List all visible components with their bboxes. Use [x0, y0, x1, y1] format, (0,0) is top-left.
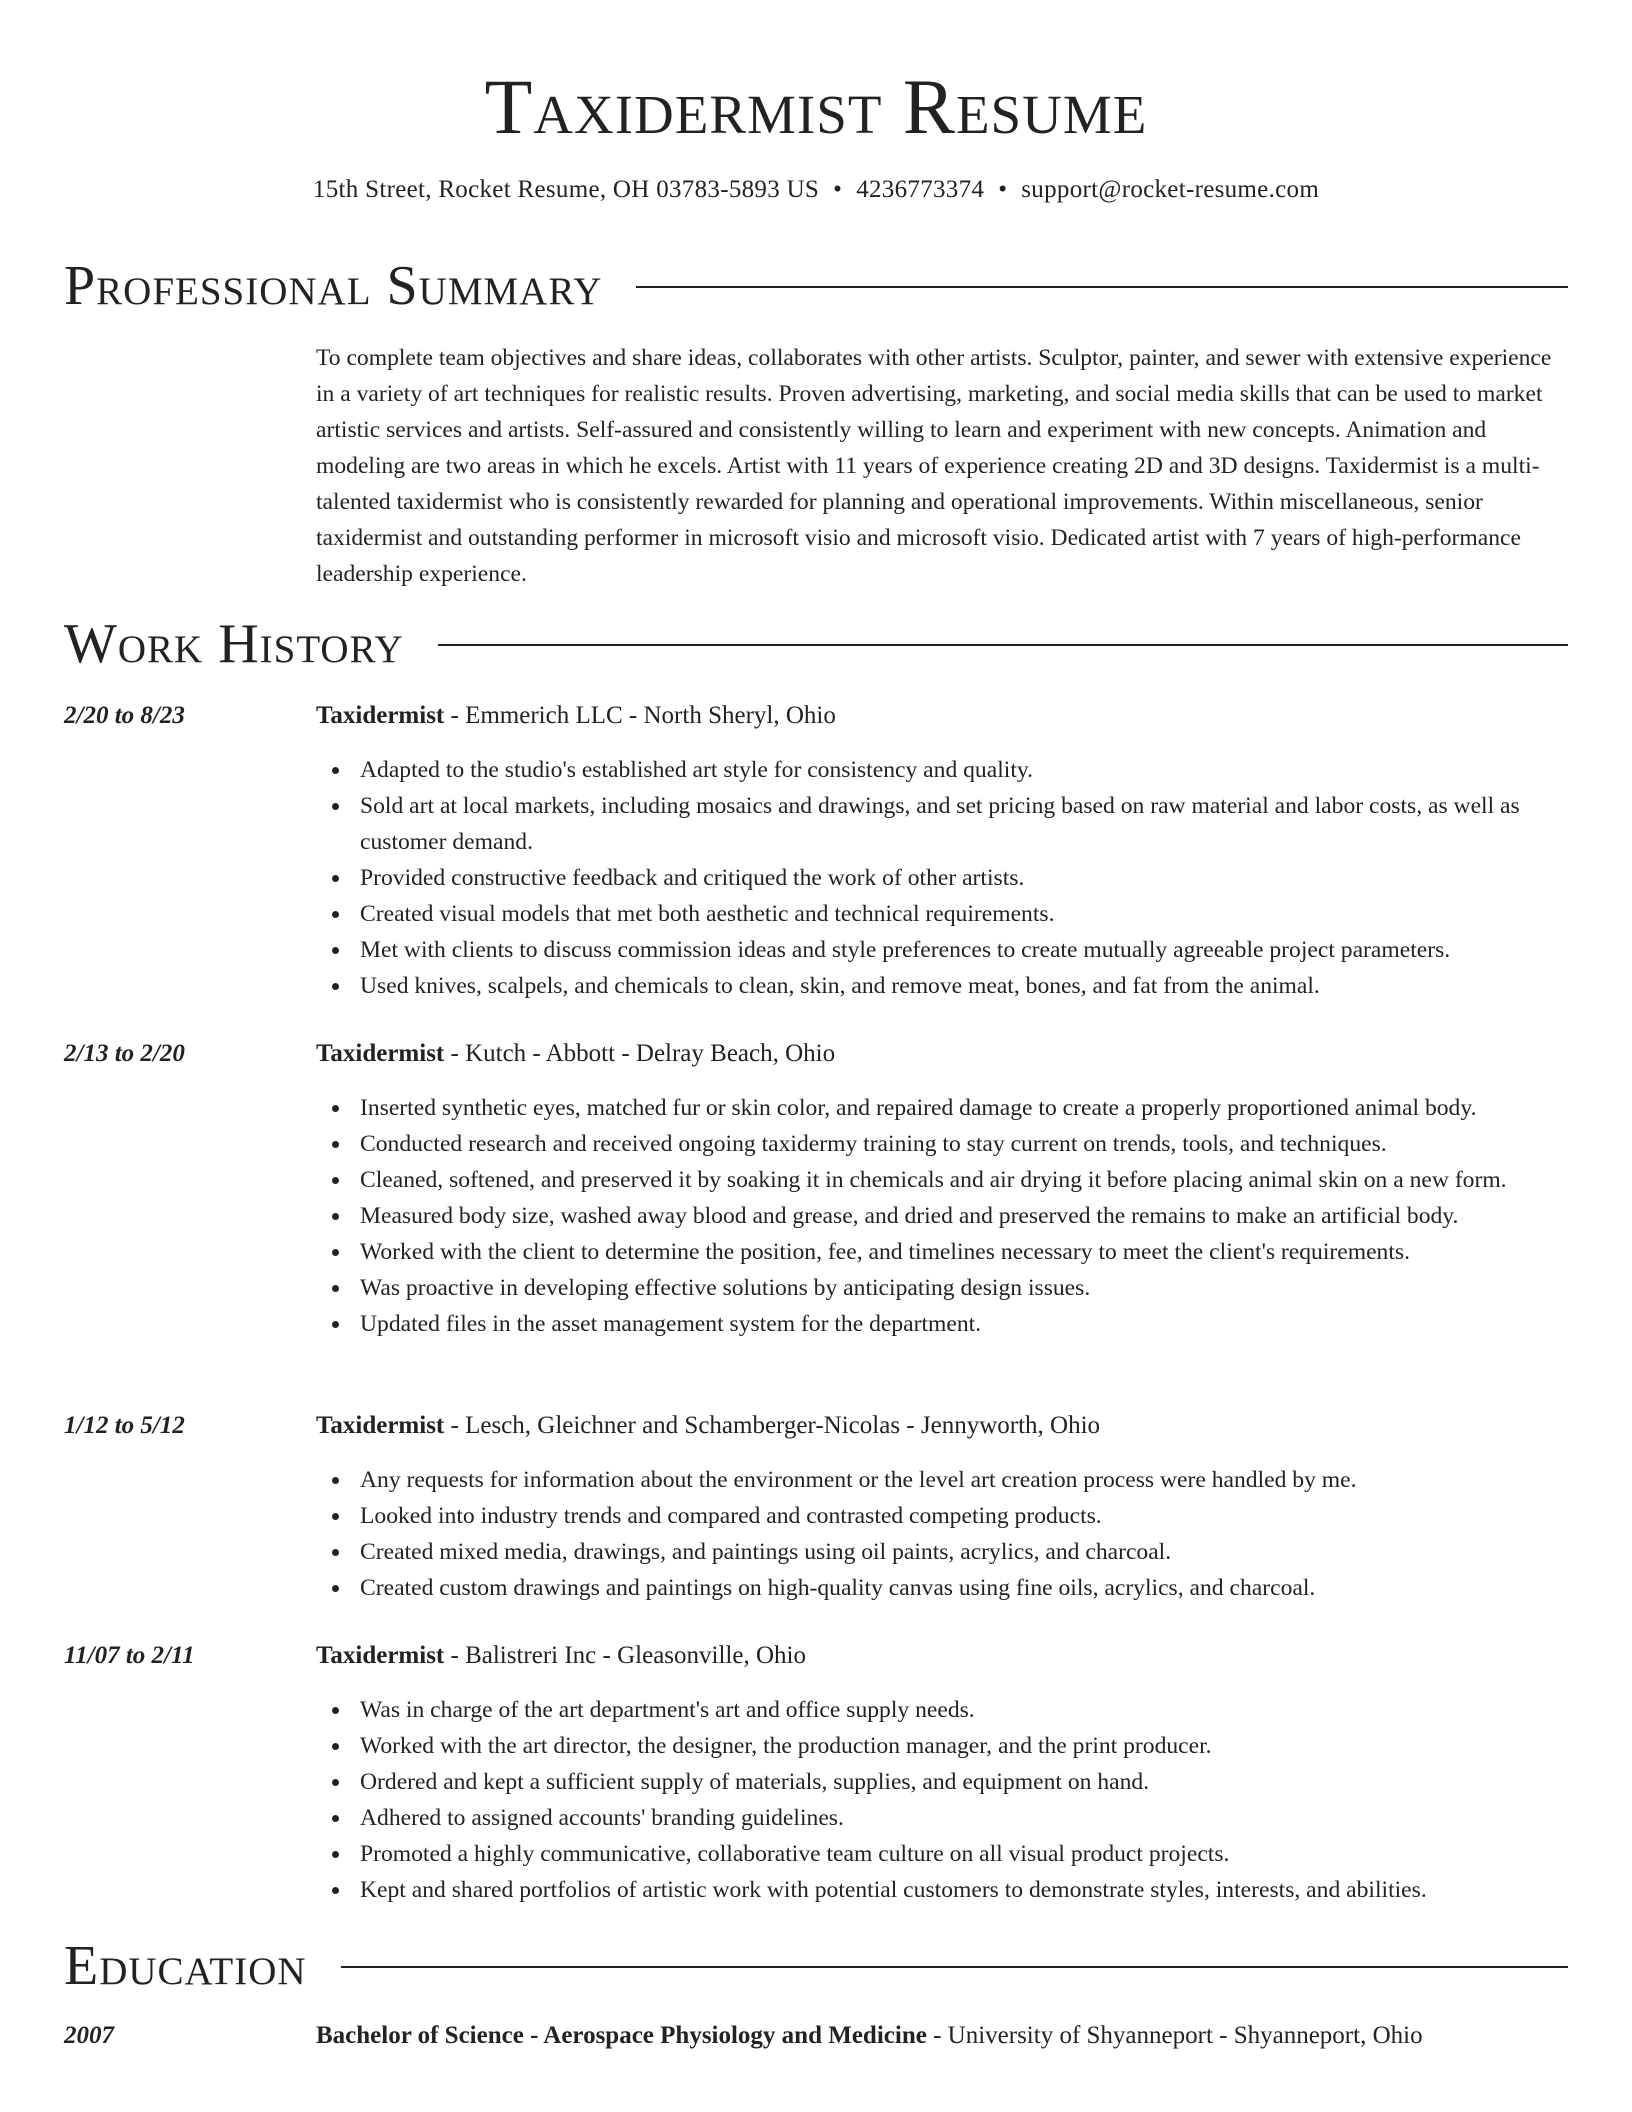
job-details: - Balistreri Inc - Gleasonville, Ohio: [444, 1642, 806, 1669]
job-date: 2/20 to 8/23: [64, 702, 185, 729]
job-details: - Emmerich LLC - North Sheryl, Ohio: [444, 702, 836, 729]
duty-item: Worked with the art director, the designer, the production manager, and the print producer.: [360, 1728, 1572, 1764]
duty-list: [316, 1462, 1572, 1606]
work-history-title: Work History: [64, 613, 404, 675]
work-history-heading: [64, 614, 1568, 674]
contact-line: [0, 174, 1632, 206]
duty-item: Was proactive in developing effective solutions by anticipating design issues.: [360, 1270, 1572, 1306]
job-details: - Lesch, Gleichner and Schamberger-Nicolas - Jennyworth, Ohio: [444, 1412, 1101, 1439]
job-header: [316, 1408, 1100, 1444]
education-header: [316, 2018, 1423, 2054]
duty-item: Inserted synthetic eyes, matched fur or skin color, and repaired damage to create a properly proportioned animal body.: [360, 1090, 1572, 1126]
duty-item: Updated files in the asset management system for the department.: [360, 1306, 1572, 1342]
job-date: 2/13 to 2/20: [64, 1040, 185, 1067]
job-details: - Kutch - Abbott - Delray Beach, Ohio: [444, 1040, 836, 1067]
duty-item: Created mixed media, drawings, and paintings using oil paints, acrylics, and charcoal.: [360, 1534, 1572, 1570]
duty-item: Was in charge of the art department's art and office supply needs.: [360, 1692, 1572, 1728]
section-divider: [636, 286, 1568, 288]
summary-text: To complete team objectives and share ideas, collaborates with other artists. Sculptor, painter, and sewer with extensive experience in a variety of art techniques for realistic results. Proven advertising, marketing, and social media skills that can be used to market artistic services and artists. Self-assured and consistently willing to learn and experiment with new concepts. Animation and modeling are two areas in which he excels. Artist with 11 years of experience creating 2D and 3D designs. Taxidermist is a multi-talented taxidermist who is consistently rewarded for planning and operational improvements. Within miscellaneous, senior taxidermist and outstanding performer in microsoft visio and microsoft visio. Dedicated artist with 7 years of high-performance leadership experience.: [316, 345, 1552, 587]
duty-list: [316, 1692, 1572, 1908]
education-degree: Bachelor of Science - Aerospace Physiology and Medicine: [316, 2022, 927, 2049]
education-title: Education: [64, 1935, 307, 1997]
job-title: Taxidermist: [316, 1642, 445, 1669]
job-header: [316, 1638, 806, 1674]
duty-list: [316, 752, 1572, 1004]
education-details: - University of Shyanneport - Shyanneport, Ohio: [926, 2022, 1423, 2049]
duty-item: Adapted to the studio's established art style for consistency and quality.: [360, 752, 1572, 788]
education-heading: [64, 1936, 1568, 1996]
contact-email: support@rocket-resume.com: [1021, 176, 1320, 203]
summary-heading: [64, 256, 1568, 316]
duty-item: Looked into industry trends and compared and contrasted competing products.: [360, 1498, 1572, 1534]
duty-list: [316, 1090, 1572, 1342]
contact-separator: •: [833, 176, 843, 203]
summary-title: Professional Summary: [64, 255, 603, 317]
job-header: [316, 698, 836, 734]
duty-item: Promoted a highly communicative, collaborative team culture on all visual product projects.: [360, 1836, 1572, 1872]
duty-item: Sold art at local markets, including mosaics and drawings, and set pricing based on raw material and labor costs, as well as customer demand.: [360, 788, 1572, 860]
duty-item: Met with clients to discuss commission ideas and style preferences to create mutually agreeable project parameters.: [360, 932, 1572, 968]
job-title: Taxidermist: [316, 702, 445, 729]
duty-item: Created visual models that met both aesthetic and technical requirements.: [360, 896, 1572, 932]
contact-address: 15th Street, Rocket Resume, OH 03783-5893 US: [312, 176, 820, 203]
job-title: Taxidermist: [316, 1040, 445, 1067]
job-header: [316, 1036, 835, 1072]
contact-phone: 4236773374: [856, 176, 985, 203]
duty-item: Ordered and kept a sufficient supply of materials, supplies, and equipment on hand.: [360, 1764, 1572, 1800]
duty-item: Used knives, scalpels, and chemicals to clean, skin, and remove meat, bones, and fat from the animal.: [360, 968, 1572, 1004]
section-divider: [341, 1966, 1568, 1968]
duty-item: Provided constructive feedback and critiqued the work of other artists.: [360, 860, 1572, 896]
duty-item: Created custom drawings and paintings on high-quality canvas using fine oils, acrylics, and charcoal.: [360, 1570, 1572, 1606]
contact-separator: •: [998, 176, 1008, 203]
job-title: Taxidermist: [316, 1412, 445, 1439]
education-date: 2007: [64, 2022, 114, 2049]
job-date: 1/12 to 5/12: [64, 1412, 185, 1439]
resume-title: Taxidermist Resume: [484, 63, 1148, 150]
duty-item: Cleaned, softened, and preserved it by soaking it in chemicals and air drying it before placing animal skin on a new form.: [360, 1162, 1572, 1198]
duty-item: Adhered to assigned accounts' branding guidelines.: [360, 1800, 1572, 1836]
duty-item: Measured body size, washed away blood and grease, and dried and preserved the remains to make an artificial body.: [360, 1198, 1572, 1234]
duty-item: Worked with the client to determine the position, fee, and timelines necessary to meet the client's requirements.: [360, 1234, 1572, 1270]
job-date: 11/07 to 2/11: [64, 1642, 195, 1669]
section-divider: [438, 644, 1568, 646]
duty-item: Conducted research and received ongoing taxidermy training to stay current on trends, tools, and techniques.: [360, 1126, 1572, 1162]
duty-item: Any requests for information about the environment or the level art creation process were handled by me.: [360, 1462, 1572, 1498]
duty-item: Kept and shared portfolios of artistic work with potential customers to demonstrate styles, interests, and abilities.: [360, 1872, 1572, 1908]
